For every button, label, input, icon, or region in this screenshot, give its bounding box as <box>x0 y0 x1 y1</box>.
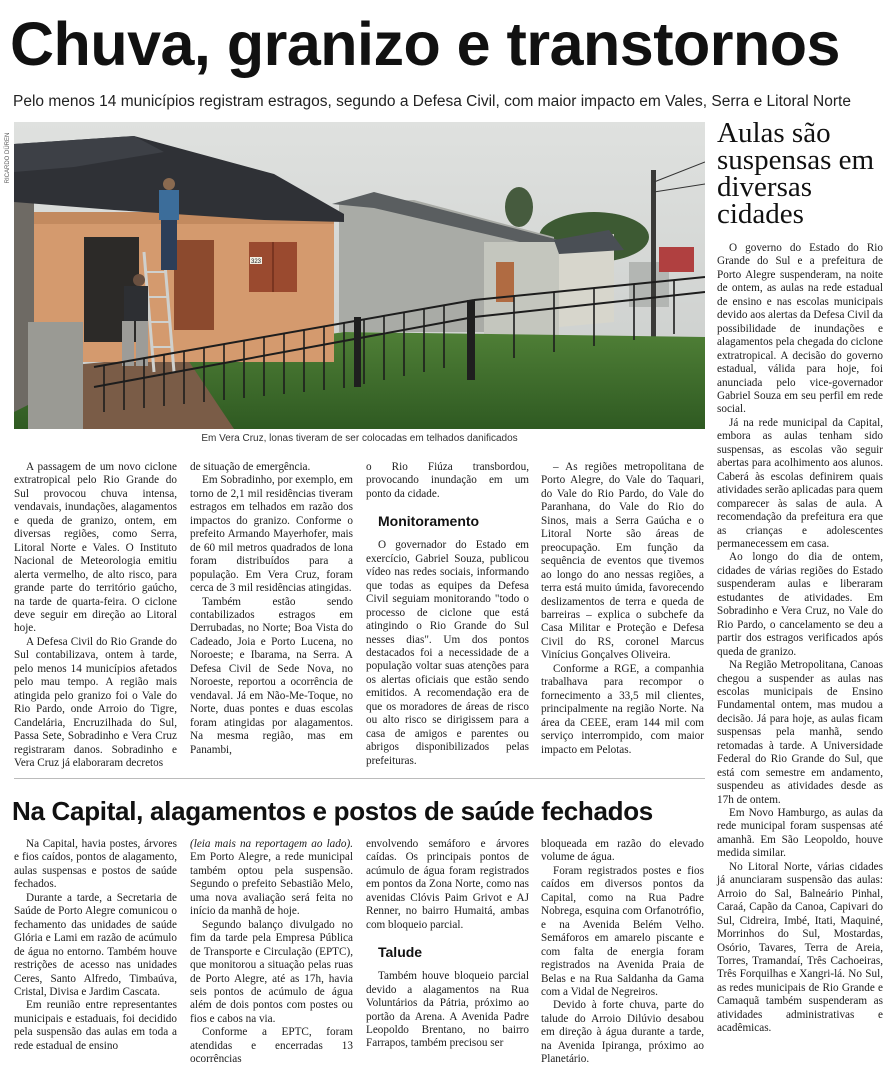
article1-column-3 <box>366 461 529 768</box>
article2-column-3 <box>366 838 529 1051</box>
headline: Chuva, granizo e transtornos <box>10 10 840 78</box>
paragraph: O governo do Estado do Rio Grande do Sul e a prefeitura de Porto Alegre suspenderam, na noite de ontem, as aulas na rede estadual de ensino e nas escolas municipais devido aos alertas da Defesa Civil da possibilidade de inundações e alagamentos pela chegada do ciclone extratropical. A decisão do governo estadual, válida para hoje, foi anunciada pelo vice-governador Gabriel Souza em seu perfil em rede social. <box>717 242 883 416</box>
photo-caption: Em Vera Cruz, lonas tiveram de ser colocadas em telhados danificados <box>201 433 518 444</box>
paragraph: Conforme a RGE, a companhia trabalhava para recompor o fornecimento a 33,5 mil clientes, principalmente na região Norte. Na área da CEEE, eram 144 mil com serviço interrompido, com maior impacto em Pelotas. <box>541 662 704 756</box>
paragraph: Na Capital, havia postes, árvores e fios caídos, pontos de alagamento, aulas suspensas e postos de saúde fechados. <box>14 838 177 891</box>
paragraph: de situação de emergência. <box>190 461 311 473</box>
paragraph: Foram registrados postes e fios caídos em diversos pontos da Capital, como na Rua Padre Nobrega, esquina com Orfanotrófio, e na Avenida Belém Velho. Semáforos em amarelo piscante e com falta de energia foram registrados na Avenida Praia de Belas e na Rua Saldanha da Gama com a Vidal de Negreiros. <box>541 864 704 998</box>
paragraph: Em reunião entre representantes municipais e estaduais, foi decidido pela suspensão das aulas em toda a rede estadual de ensino <box>14 999 177 1052</box>
paragraph: – As regiões metropolitana de Porto Alegre, do Vale do Taquari, do Vale do Rio Pardo, do Vale do Paranhana, do Vale do Rio do Sinos, mais a Serra Gaúcha e o Litoral Norte são áreas de preocupação. Em função da sequência de eventos que tivemos ao longo do ano nessas regiões, a terra está muito úmida, favorecendo deslizamentos de terra e queda de barreiras – explica o subchefe da Casa Militar e Proteção e Defesa Civil do RS, coronel Marcus Vinícius Gonçalves Oliveira. <box>541 461 704 662</box>
paragraph: Já na rede municipal da Capital, embora as aulas tenham sido suspensas, as escolas vão seguir abertas para acolhimento aos alunos. Caberá às escolas definirem quais atividades serão aplicadas para quem comparecer às salas de aula. A recomendação da prefeitura era que as crianças e adolescentes permanecessem em casa. <box>717 416 883 550</box>
paragraph: bloqueada em razão do elevado volume de água. <box>541 838 704 864</box>
subheadline: Pelo menos 14 municípios registram estragos, segundo a Defesa Civil, com maior impacto em Vales, Serra e Litoral Norte <box>13 93 851 110</box>
section-heading-monitoramento: Monitoramento <box>378 513 480 530</box>
paragraph: Na Região Metropolitana, Canoas chegou a suspender as aulas nas escolas municipais de Ensino Fundamental ontem, mas mudou a decisão. Já para hoje, as aulas ficam suspensas pela manhã, sendo retomadas à tarde. A Universidade Federal do Rio Grande do Sul, que está com semestre em andamento, suspendeu as atividades desde as 17h de ontem. <box>717 659 883 806</box>
paragraph: envolvendo semáforo e árvores caídas. Os principais pontos de acúmulo de água foram registrados em pontos da Zona Norte, como nas avenidas Clóvis Paim Grivot e AJ Renner, no bairro Humaitá, ambas com bloqueio parcial. <box>366 838 529 931</box>
paragraph: No Litoral Norte, várias cidades já anunciaram suspensão das aulas: Arroio do Sal, Balneário Pinhal, Caraá, Capão da Canoa, Capivari do Sul, Cidreira, Imbé, Itati, Maquiné, Morrinhos do Sul, Mostardas, Osório, Tavares, Terra de Areia, Torres, Tramandaí, Três Cachoeiras, Três Forquilhas e Xangri-lá. No Sul, as redes municipais de Rio Grande e Camaquã também suspenderam as atividades administrativas e acadêmicas. <box>717 860 883 1035</box>
paragraph: Segundo balanço divulgado no fim da tarde pela Empresa Pública de Transporte e Circulação (EPTC), que monitorou a situação pelas ruas de Porto Alegre, até as 17h, havia seis pontos de acúmulo de água além de dois pontos com postes ou fios e cabos na via. <box>190 918 353 1025</box>
photo-credit-text: RICARDO DÜREN <box>5 132 11 184</box>
paragraph: A passagem de um novo ciclone extratropical pelo Rio Grande do Sul provocou chuva intensa, vendavais, inundações, alagamentos e queda de granizo, ontem, em diversas regiões, como Serra, Litoral Norte e Vales. O Instituto Nacional de Meteorologia emitiu alerta vermelho, de alto risco, para grande parte do território gaúcho, na tarde de quarta-feira. O ciclone deve seguir em direção ao Litoral hoje. <box>14 461 177 635</box>
article1-column-1 <box>14 461 177 770</box>
house-number: 323 <box>250 259 262 265</box>
paragraph: o Rio Fiúza transbordou, provocando inundação em um ponto da cidade. <box>366 461 529 500</box>
article2-column-2 <box>190 838 353 1067</box>
paragraph: Também estão sendo contabilizados estragos em Derrubadas, no Norte; Boa Vista do Cadeado, Joia e Porto Lucena, no Noroeste; e Ibarama, na Serra. A Defesa Civil de Sede Nova, no Noroeste, reportou a ocorrência de vendaval. Já em Não-Me-Toque, no Norte, duas pontes e duas escolas foram atingidas por alagamentos. Na mesma região, mas em Panambi, <box>190 595 353 756</box>
paragraph: Conforme a EPTC, foram atendidas e encerradas 13 ocorrências <box>190 1026 353 1066</box>
paragraph-continuation: Em Porto Alegre, a rede municipal também optou pela suspensão. Segundo o prefeito Sebastião Melo, uma nova avaliação será feita no início da manhã de hoje. <box>190 851 353 918</box>
section-divider <box>14 778 705 779</box>
sidebar-article <box>717 117 883 1036</box>
paragraph: O governador do Estado em exercício, Gabriel Souza, publicou vídeo nas redes sociais, informando que todas as equipes da Defesa Civil seguiam monitorando "todo o processo de ciclone que está atingindo o Rio Grande do Sul nesses dias". Um dos pontos destacados foi a necessidade de a população voltar suas atenções para os alertas oficiais que estão sendo emitidos. A recomendação era de que os moradores de áreas de risco ou alto risco se dirigissem para a casa de amigos e parentes ou abrigos disponibilizados pelas prefeituras. <box>366 539 529 767</box>
article2-column-4 <box>541 838 704 1067</box>
paragraph: Durante a tarde, a Secretaria de Saúde de Porto Alegre comunicou o fechamento das unidades de saúde Glória e Lami em razão de acúmulo de água no entorno. Também houve restrições de acesso nas unidades Ceres, Santo Alfredo, Timbaúva, Cristal, Divisa e Jardim Cascata. <box>14 891 177 998</box>
paragraph: Também houve bloqueio parcial devido a alagamentos na Rua Voluntários da Pátria, próximo ao portão da Arena. A Avenida Padre Leopoldo Brentano, no bairro Farrapos, também precisou ser <box>366 970 529 1050</box>
italic-note: (leia mais na reportagem ao lado). <box>190 838 353 850</box>
paragraph: Em Sobradinho, por exemplo, em torno de 2,1 mil residências tiveram estragos em telhados em razão dos impactos do granizo. Conforme o prefeito Armando Mayerhofer, mais de 60 mil metros quadrados de lona foram distribuídos para a população. Em Vera Cruz, foram cerca de 3 mil residências atingidas. <box>190 474 354 595</box>
photo-illustration <box>14 122 705 429</box>
article1-column-4 <box>541 461 704 757</box>
sidebar-body <box>717 242 883 1036</box>
paragraph: Devido à forte chuva, parte do talude do Arroio Dilúvio desabou em direção à água durante a tarde, na Avenida Ipiranga, próximo ao Planetário. <box>541 999 704 1066</box>
article2-headline: Na Capital, alagamentos e postos de saúde fechados <box>12 796 653 826</box>
paragraph: A Defesa Civil do Rio Grande do Sul contabilizava, ontem à tarde, pelo menos 14 municípios afetados pelo mau tempo. A região mais atingida pelo granizo foi o Vale do Rio Pardo, onde Arroio do Tigre, Candelária, Encruzilhada do Sul, Passa Sete, Sobradinho e Vera Cruz registraram danos. Sobradinho e Vera Cruz já elaboraram decretos <box>14 635 177 769</box>
paragraph: Ao longo do dia de ontem, cidades de várias regiões do Estado suspenderam aulas e liberaram estudantes de atividades. Em Sobradinho e Vera Cruz, no Vale do Rio Pardo, o cancelamento se deu a partir dos estragos verificados após queda de granizo. <box>717 551 883 658</box>
news-photo <box>14 122 705 429</box>
photo-credit <box>3 121 12 201</box>
section-heading-talude: Talude <box>378 944 423 961</box>
paragraph: Em Novo Hamburgo, as aulas da rede municipal foram suspensas até amanhã. Em São Leopoldo, houve medida similar. <box>717 807 883 860</box>
sidebar-headline: Aulas são suspensas em diversas cidades <box>717 117 875 230</box>
article1-column-2 <box>190 461 353 757</box>
article2-column-1 <box>14 838 177 1053</box>
paragraph <box>190 838 353 919</box>
